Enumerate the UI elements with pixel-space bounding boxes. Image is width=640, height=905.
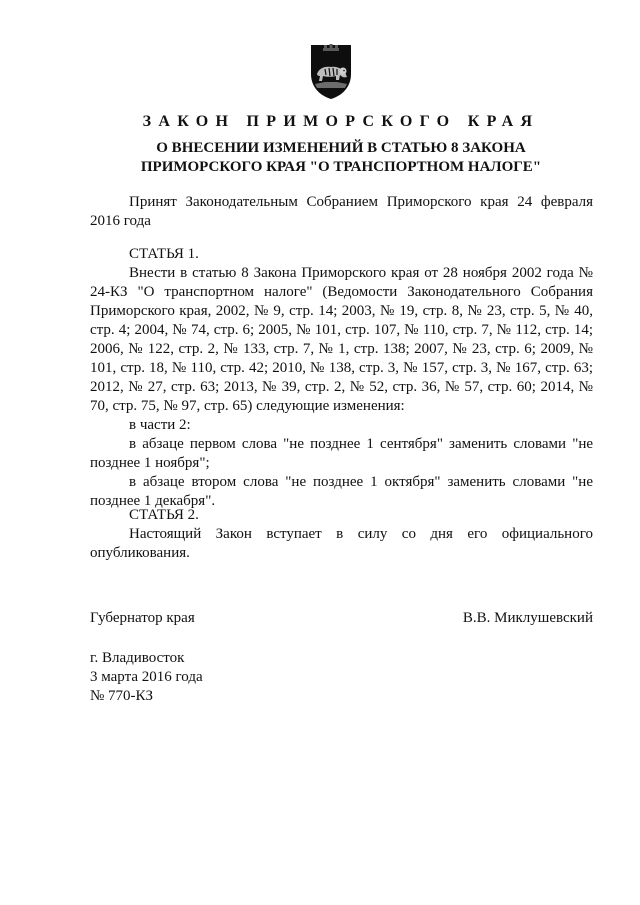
article-1-heading: СТАТЬЯ 1. [129, 246, 199, 262]
law-number: № 770-КЗ [90, 688, 154, 704]
signature-name: В.В. Миклушевский [462, 610, 593, 626]
coat-of-arms-icon [309, 44, 353, 100]
article-1-item-2: в абзаце втором слова "не позднее 1 октября" заменить словами "не позднее 1 декабря". [90, 474, 593, 509]
article-1-part: в части 2: [129, 417, 191, 433]
law-subtitle-line2: ПРИМОРСКОГО КРАЯ "О ТРАНСПОРТНОМ НАЛОГЕ" [140, 159, 542, 175]
signature-position: Губернатор края [90, 610, 195, 626]
article-1 [90, 245, 593, 511]
adoption-statement: Принят Законодательным Собранием Приморского края 24 февраля 2016 года [90, 194, 593, 229]
place: г. Владивосток [90, 650, 185, 666]
law-title: ЗАКОН ПРИМОРСКОГО КРАЯ [142, 113, 540, 130]
article-2 [90, 506, 593, 563]
article-2-heading: СТАТЬЯ 2. [129, 507, 199, 523]
place-date-number [90, 649, 203, 706]
date: 3 марта 2016 года [90, 669, 203, 685]
article-2-text: Настоящий Закон вступает в силу со дня его официального опубликования. [90, 526, 593, 561]
law-subtitle-line1: О ВНЕСЕНИИ ИЗМЕНЕНИЙ В СТАТЬЮ 8 ЗАКОНА [156, 140, 526, 156]
adoption-block [90, 193, 593, 231]
law-subtitle [90, 139, 592, 177]
article-1-item-1: в абзаце первом слова "не позднее 1 сентября" заменить словами "не позднее 1 ноября"; [90, 436, 593, 471]
article-1-intro: Внести в статью 8 Закона Приморского края от 28 ноября 2002 года № 24-КЗ "О транспортном налоге" (Ведомости Законодательного Собрания Приморского края, 2002, № 9, стр. 14; 2003, № 19, стр. 8, № 23, стр. 5, № 40, стр. 4; 2004, № 74, стр. 6; 2005, № 101, стр. 107, № 110, стр. 7, № 112, стр. 14; 2006, № 122, стр. 2, № 133, стр. 7, № 1, стр. 138; 2007, № 23, стр. 6; 2009, № 101, стр. 18, № 110, стр. 42; 2010, № 138, стр. 3, № 157, стр. 3, № 167, стр. 63; 2012, № 27, стр. 63; 2013, № 39, стр. 2, № 52, стр. 36, № 57, стр. 60; 2014, № 70, стр. 75, № 97, стр. 65) следующие изменения: [90, 265, 593, 414]
